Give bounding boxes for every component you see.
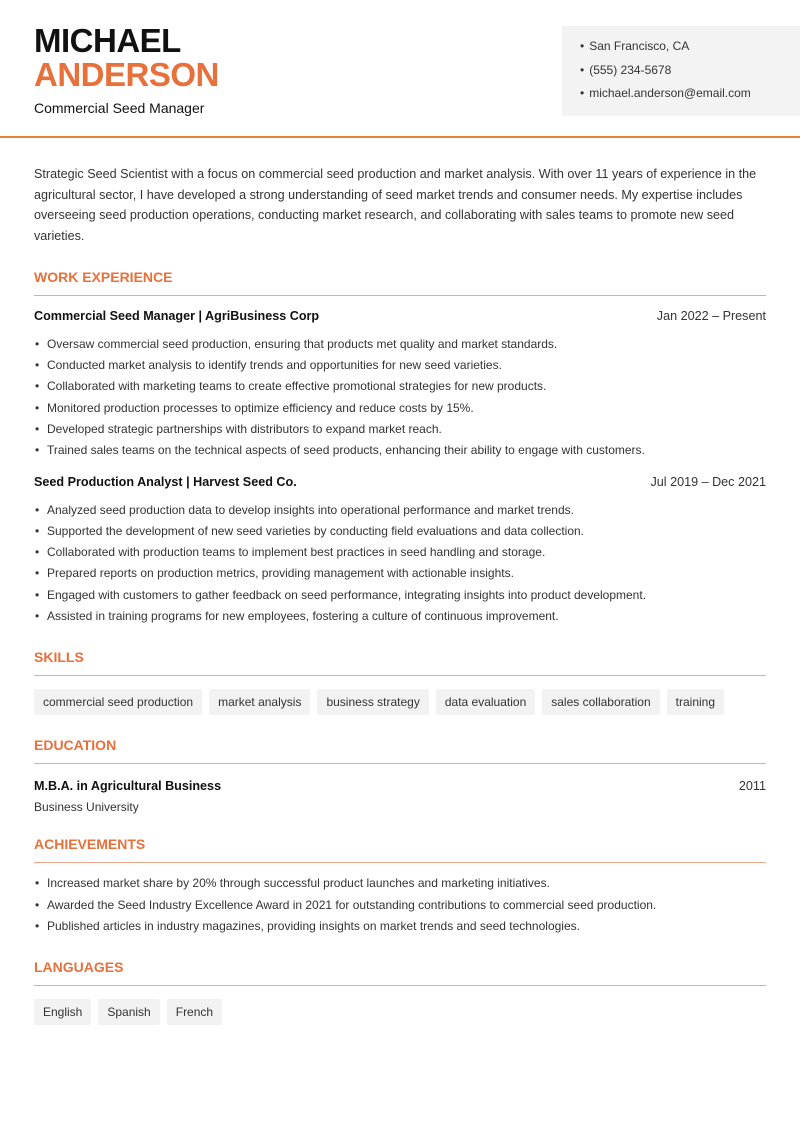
bullet-item: • Monitored production processes to optimize efficiency and reduce costs by 15%. <box>34 398 766 419</box>
language-tag: Spanish <box>98 999 159 1025</box>
section-heading: EDUCATION <box>34 737 766 764</box>
bullet-item: • Engaged with customers to gather feedback on seed performance, integrating insights into product development. <box>34 585 766 606</box>
last-name: ANDERSON <box>34 56 219 93</box>
contact-location: • San Francisco, CA <box>580 38 800 62</box>
bullet-item: • Conducted market analysis to identify trends and opportunities for new seed varieties. <box>34 355 766 376</box>
skill-tag: business strategy <box>317 689 428 715</box>
job-title: Commercial Seed Manager | AgriBusiness Corp <box>34 308 320 323</box>
achievements-section <box>34 836 766 937</box>
section-heading: LANGUAGES <box>34 959 766 986</box>
skill-tag: data evaluation <box>436 689 535 715</box>
first-name: MICHAEL <box>34 22 181 59</box>
degree: M.B.A. in Agricultural Business <box>34 779 222 794</box>
section-heading: WORK EXPERIENCE <box>34 269 766 296</box>
languages-section <box>34 959 766 1025</box>
resume-header <box>0 0 800 138</box>
job-bullets <box>34 334 766 462</box>
job-entry <box>34 309 766 462</box>
bullet-item: • Analyzed seed production data to develop insights into operational performance and market trends. <box>34 500 766 521</box>
language-tag: French <box>167 999 222 1025</box>
job-header <box>34 309 766 329</box>
education-year: 2011 <box>738 779 766 794</box>
language-tag: English <box>34 999 91 1025</box>
job-title: Seed Production Analyst | Harvest Seed Co. <box>34 474 297 489</box>
bullet-item: • Trained sales teams on the technical aspects of seed products, enhancing their ability to engage with customers. <box>34 440 766 461</box>
job-dates: Jan 2022 – Present <box>656 308 766 323</box>
contact-box <box>562 26 800 116</box>
job-bullets <box>34 500 766 628</box>
bullet-item: • Supported the development of new seed varieties by conducting field evaluations and data collection. <box>34 521 766 542</box>
work-experience-section <box>34 269 766 628</box>
education-section <box>34 737 766 814</box>
summary: Strategic Seed Scientist with a focus on commercial seed production and market analysis. With over 11 years of experience in the agricultural sector, I have developed a strong understanding of seed market trends and consumer needs. My expertise includes overseeing seed production operations, conducting market research, and collaborating with sales teams to promote new seed varieties. <box>34 167 757 244</box>
skill-tag: sales collaboration <box>542 689 659 715</box>
section-heading: SKILLS <box>34 649 766 676</box>
skill-tag: commercial seed production <box>34 689 202 715</box>
bullet-item: • Assisted in training programs for new employees, fostering a culture of continuous improvement. <box>34 606 766 627</box>
contact-email: • michael.anderson@email.com <box>580 85 800 109</box>
achievement-item: • Awarded the Seed Industry Excellence Award in 2021 for outstanding contributions to commercial seed production. <box>34 895 766 916</box>
bullet-item: • Oversaw commercial seed production, ensuring that products met quality and market standards. <box>34 334 766 355</box>
skill-tag: market analysis <box>209 689 310 715</box>
bullet-item: • Collaborated with marketing teams to create effective promotional strategies for new products. <box>34 376 766 397</box>
school: Business University <box>34 800 139 815</box>
achievement-item: • Increased market share by 20% through successful product launches and marketing initiatives. <box>34 873 766 894</box>
achievement-item: • Published articles in industry magazines, providing insights on market trends and seed technologies. <box>34 916 766 937</box>
skills-section <box>34 649 766 715</box>
job-dates: Jul 2019 – Dec 2021 <box>650 474 766 489</box>
job-entry <box>34 475 766 628</box>
bullet-item: • Collaborated with production teams to implement best practices in seed handling and storage. <box>34 542 766 563</box>
job-title: Commercial Seed Manager <box>34 100 205 116</box>
bullet-item: • Prepared reports on production metrics, providing management with actionable insights. <box>34 563 766 584</box>
skill-tag: training <box>667 689 724 715</box>
contact-phone: • (555) 234-5678 <box>580 62 800 86</box>
bullet-item: • Developed strategic partnerships with distributors to expand market reach. <box>34 419 766 440</box>
section-heading: ACHIEVEMENTS <box>34 836 766 863</box>
job-header <box>34 475 766 495</box>
